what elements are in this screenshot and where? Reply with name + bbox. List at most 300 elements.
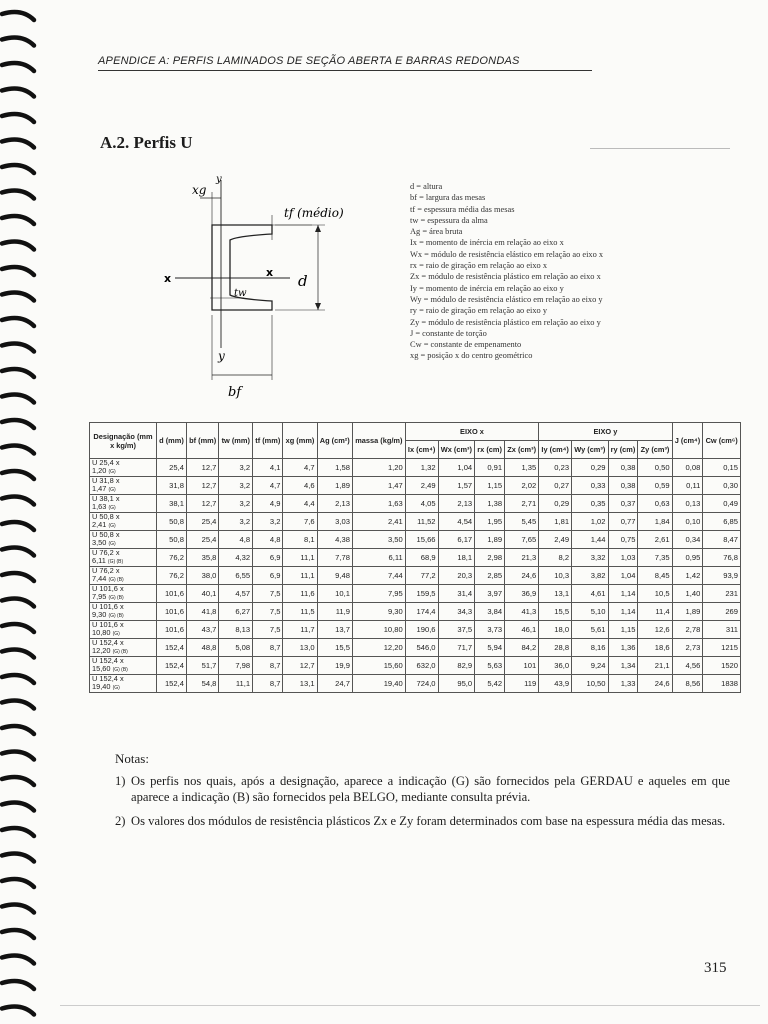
col-iy: Iy (cm⁴)	[539, 441, 572, 459]
spiral-loop	[2, 293, 34, 301]
designation-mass: 10,80 (G)	[92, 628, 120, 637]
y-top-label: y	[216, 174, 222, 185]
table-row	[90, 675, 741, 693]
col-zx: Zx (cm³)	[505, 441, 539, 459]
spiral-loop	[2, 981, 34, 989]
spiral-loop	[2, 701, 34, 709]
spiral-loop	[2, 165, 34, 173]
value-cell: 0,95	[672, 549, 703, 567]
value-cell: 24,6	[505, 567, 539, 585]
col-zy: Zy (cm³)	[638, 441, 672, 459]
value-cell: 15,60	[352, 657, 405, 675]
value-cell: 11,1	[283, 567, 317, 585]
value-cell: 724,0	[405, 675, 438, 693]
value-cell: 76,2	[157, 567, 187, 585]
value-cell: 3,32	[572, 549, 608, 567]
spiral-loop	[2, 63, 34, 71]
value-cell: 15,66	[405, 531, 438, 549]
value-cell: 3,2	[219, 477, 253, 495]
designation-cell	[90, 585, 157, 603]
note-number: 2)	[115, 814, 126, 828]
supplier-tag: (G) (B)	[108, 577, 124, 583]
value-cell: 50,8	[157, 513, 187, 531]
value-cell: 101,6	[157, 585, 187, 603]
value-cell: 51,7	[186, 657, 218, 675]
value-cell: 7,5	[253, 621, 283, 639]
value-cell: 25,4	[157, 459, 187, 477]
legend-item: tw = espessura da alma	[410, 215, 488, 225]
supplier-tag: (G)	[108, 469, 116, 475]
value-cell: 8,56	[672, 675, 703, 693]
table-row	[90, 513, 741, 531]
notes-title: Notas:	[115, 751, 149, 766]
spiral-loop	[2, 726, 34, 734]
value-cell: 19,40	[352, 675, 405, 693]
value-cell: 4,57	[219, 585, 253, 603]
spiral-loop	[2, 599, 34, 607]
value-cell: 77,2	[405, 567, 438, 585]
value-cell: 13,7	[317, 621, 352, 639]
value-cell: 71,7	[438, 639, 475, 657]
supplier-tag: (G) (B)	[107, 559, 124, 565]
legend-item: tf = espessura média das mesas	[410, 204, 515, 214]
value-cell: 21,3	[505, 549, 539, 567]
value-cell: 40,1	[186, 585, 218, 603]
designation-line: U 76,2 x	[92, 548, 120, 557]
col-xg: xg (mm)	[283, 423, 317, 459]
value-cell: 1,36	[608, 639, 638, 657]
xg-label: xg	[192, 183, 207, 197]
spiral-loop	[2, 650, 34, 658]
table-row	[90, 531, 741, 549]
legend-item: Wx = módulo de resistência elástico em relação ao eixo x	[410, 249, 604, 259]
value-cell: 2,41	[352, 513, 405, 531]
designation-line: U 101,6 x	[92, 620, 124, 629]
value-cell: 10,3	[539, 567, 572, 585]
col-tf: tf (mm)	[253, 423, 283, 459]
value-cell: 269	[703, 603, 741, 621]
value-cell: 0,29	[572, 459, 608, 477]
designation-cell	[90, 477, 157, 495]
designation-line: U 76,2 x	[92, 566, 120, 575]
table-row	[90, 657, 741, 675]
value-cell: 1,47	[352, 477, 405, 495]
designation-line: U 101,6 x	[92, 602, 124, 611]
value-cell: 1,32	[405, 459, 438, 477]
value-cell: 1838	[703, 675, 741, 693]
designation-line: U 101,6 x	[92, 584, 124, 593]
supplier-tag: (G)	[108, 523, 116, 529]
value-cell: 7,65	[505, 531, 539, 549]
value-cell: 82,9	[438, 657, 475, 675]
value-cell: 1,15	[475, 477, 505, 495]
value-cell: 1,03	[608, 549, 638, 567]
value-cell: 4,56	[672, 657, 703, 675]
tw-label: tw	[234, 288, 247, 299]
value-cell: 1,89	[317, 477, 352, 495]
spiral-loop	[2, 956, 34, 964]
value-cell: 28,8	[539, 639, 572, 657]
note-2	[115, 813, 730, 829]
value-cell: 311	[703, 621, 741, 639]
spiral-loop	[2, 675, 34, 683]
value-cell: 6,17	[438, 531, 475, 549]
designation-line: U 25,4 x	[92, 458, 120, 467]
value-cell: 8,16	[572, 639, 608, 657]
value-cell: 2,98	[475, 549, 505, 567]
designation-cell	[90, 531, 157, 549]
value-cell: 4,05	[405, 495, 438, 513]
col-j: J (cm⁴)	[672, 423, 703, 459]
value-cell: 5,45	[505, 513, 539, 531]
value-cell: 1,33	[608, 675, 638, 693]
value-cell: 25,4	[186, 513, 218, 531]
spiral-loop	[2, 854, 34, 862]
designation-line: U 50,8 x	[92, 530, 120, 539]
value-cell: 2,13	[317, 495, 352, 513]
supplier-tag: (G) (B)	[112, 649, 128, 655]
x-right-label: x	[266, 266, 274, 279]
designation-cell	[90, 621, 157, 639]
value-cell: 12,7	[186, 495, 218, 513]
col-cw: Cw (cm⁶)	[703, 423, 741, 459]
value-cell: 9,24	[572, 657, 608, 675]
value-cell: 4,38	[317, 531, 352, 549]
spiral-loop	[2, 140, 34, 148]
profiles-table	[89, 422, 741, 693]
value-cell: 38,1	[157, 495, 187, 513]
value-cell: 1,57	[438, 477, 475, 495]
value-cell: 0,91	[475, 459, 505, 477]
legend-item: Iy = momento de inércia em relação ao eixo y	[410, 283, 564, 293]
value-cell: 10,50	[572, 675, 608, 693]
value-cell: 6,9	[253, 549, 283, 567]
value-cell: 0,33	[572, 477, 608, 495]
value-cell: 1215	[703, 639, 741, 657]
value-cell: 5,94	[475, 639, 505, 657]
table-body	[90, 459, 741, 693]
value-cell: 1,14	[608, 603, 638, 621]
spiral-loop	[2, 573, 34, 581]
value-cell: 3,50	[352, 531, 405, 549]
spiral-loop	[2, 318, 34, 326]
value-cell: 0,63	[638, 495, 672, 513]
value-cell: 3,97	[475, 585, 505, 603]
value-cell: 37,5	[438, 621, 475, 639]
value-cell: 4,8	[219, 531, 253, 549]
value-cell: 101,6	[157, 603, 187, 621]
designation-mass: 9,30 (G) (B)	[92, 610, 124, 619]
value-cell: 2,13	[438, 495, 475, 513]
value-cell: 1,58	[317, 459, 352, 477]
value-cell: 8,1	[283, 531, 317, 549]
spiral-loop	[2, 905, 34, 913]
spiral-loop	[2, 446, 34, 454]
value-cell: 7,35	[638, 549, 672, 567]
spiral-loop	[2, 242, 34, 250]
spiral-loop	[2, 191, 34, 199]
value-cell: 0,29	[539, 495, 572, 513]
designation-cell	[90, 639, 157, 657]
value-cell: 20,3	[438, 567, 475, 585]
value-cell: 8,47	[703, 531, 741, 549]
value-cell: 0,13	[672, 495, 703, 513]
value-cell: 6,11	[352, 549, 405, 567]
supplier-tag: (G) (B)	[108, 595, 124, 601]
value-cell: 3,2	[219, 459, 253, 477]
designation-mass: 15,60 (G) (B)	[92, 664, 128, 673]
col-ix: Ix (cm⁴)	[405, 441, 438, 459]
designation-cell	[90, 459, 157, 477]
value-cell: 18,6	[638, 639, 672, 657]
value-cell: 2,49	[539, 531, 572, 549]
value-cell: 152,4	[157, 657, 187, 675]
value-cell: 6,9	[253, 567, 283, 585]
designation-line: U 152,4 x	[92, 656, 124, 665]
value-cell: 8,2	[539, 549, 572, 567]
value-cell: 4,9	[253, 495, 283, 513]
value-cell: 24,7	[317, 675, 352, 693]
running-header: APENDICE A: PERFIS LAMINADOS DE SEÇÃO ABERTA E BARRAS REDONDAS	[98, 55, 520, 67]
value-cell: 8,7	[253, 657, 283, 675]
designation-cell	[90, 603, 157, 621]
value-cell: 95,0	[438, 675, 475, 693]
value-cell: 19,9	[317, 657, 352, 675]
designation-line: U 38,1 x	[92, 494, 120, 503]
value-cell: 1,63	[352, 495, 405, 513]
value-cell: 0,15	[703, 459, 741, 477]
value-cell: 13,1	[539, 585, 572, 603]
spiral-loop	[2, 624, 34, 632]
value-cell: 11,5	[283, 603, 317, 621]
value-cell: 174,4	[405, 603, 438, 621]
value-cell: 3,84	[475, 603, 505, 621]
value-cell: 4,7	[283, 459, 317, 477]
legend-item: Ag = área bruta	[410, 227, 463, 237]
legend-item: d = altura	[410, 182, 443, 191]
designation-mass: 7,95 (G) (B)	[92, 592, 124, 601]
value-cell: 0,08	[672, 459, 703, 477]
page-bottom-edge	[60, 1005, 760, 1006]
value-cell: 4,8	[253, 531, 283, 549]
value-cell: 2,02	[505, 477, 539, 495]
value-cell: 7,6	[283, 513, 317, 531]
value-cell: 1,42	[672, 567, 703, 585]
designation-mass: 1,20 (G)	[92, 466, 116, 475]
spiral-loop	[2, 12, 34, 20]
spiral-loop	[2, 803, 34, 811]
value-cell: 0,27	[539, 477, 572, 495]
supplier-tag: (G) (B)	[112, 667, 128, 673]
spiral-loop	[2, 38, 34, 46]
value-cell: 46,1	[505, 621, 539, 639]
page-number: 315	[704, 960, 727, 976]
col-rx: rx (cm)	[475, 441, 505, 459]
col-designacao: Designação (mm x kg/m)	[90, 423, 157, 459]
value-cell: 4,4	[283, 495, 317, 513]
designation-mass: 1,47 (G)	[92, 484, 116, 493]
spiral-loop	[2, 89, 34, 97]
value-cell: 3,2	[253, 513, 283, 531]
value-cell: 38,0	[186, 567, 218, 585]
legend-item: rx = raio de giração em relação ao eixo x	[410, 261, 548, 271]
spiral-loop	[2, 216, 34, 224]
value-cell: 101	[505, 657, 539, 675]
designation-mass: 3,50 (G)	[92, 538, 116, 547]
value-cell: 6,27	[219, 603, 253, 621]
spiral-loop	[2, 369, 34, 377]
value-cell: 13,1	[283, 675, 317, 693]
value-cell: 15,5	[317, 639, 352, 657]
value-cell: 0,59	[638, 477, 672, 495]
col-tw: tw (mm)	[219, 423, 253, 459]
value-cell: 2,61	[638, 531, 672, 549]
value-cell: 31,8	[157, 477, 187, 495]
value-cell: 2,71	[505, 495, 539, 513]
value-cell: 48,8	[186, 639, 218, 657]
supplier-tag: (G)	[108, 505, 116, 511]
value-cell: 7,5	[253, 603, 283, 621]
value-cell: 12,7	[186, 459, 218, 477]
value-cell: 2,73	[672, 639, 703, 657]
spiral-loop	[2, 1007, 34, 1015]
spiral-loop	[2, 930, 34, 938]
value-cell: 11,52	[405, 513, 438, 531]
value-cell: 10,5	[638, 585, 672, 603]
value-cell: 41,8	[186, 603, 218, 621]
legend-item: ry = raio de giração em relação ao eixo y	[410, 306, 548, 316]
designation-cell	[90, 657, 157, 675]
value-cell: 8,7	[253, 639, 283, 657]
value-cell: 1,20	[352, 459, 405, 477]
channel-profile-diagram	[140, 170, 360, 405]
value-cell: 7,95	[352, 585, 405, 603]
value-cell: 231	[703, 585, 741, 603]
table-row	[90, 495, 741, 513]
spiral-binding	[0, 0, 44, 1024]
value-cell: 76,2	[157, 549, 187, 567]
value-cell: 5,10	[572, 603, 608, 621]
value-cell: 9,30	[352, 603, 405, 621]
value-cell: 18,0	[539, 621, 572, 639]
value-cell: 0,50	[638, 459, 672, 477]
value-cell: 5,61	[572, 621, 608, 639]
spiral-loop	[2, 114, 34, 122]
value-cell: 1,04	[608, 567, 638, 585]
value-cell: 1,95	[475, 513, 505, 531]
value-cell: 10,80	[352, 621, 405, 639]
value-cell: 1,38	[475, 495, 505, 513]
value-cell: 6,85	[703, 513, 741, 531]
value-cell: 546,0	[405, 639, 438, 657]
spiral-loop	[2, 395, 34, 403]
value-cell: 1,04	[438, 459, 475, 477]
supplier-tag: (G)	[108, 541, 116, 547]
value-cell: 1,44	[572, 531, 608, 549]
value-cell: 4,61	[572, 585, 608, 603]
value-cell: 35,8	[186, 549, 218, 567]
col-wy: Wy (cm³)	[572, 441, 608, 459]
value-cell: 8,7	[253, 675, 283, 693]
note-text: Os valores dos módulos de resistência plásticos Zx e Zy foram determinados com base na espessura média das mesas.	[131, 814, 726, 828]
designation-mass: 1,63 (G)	[92, 502, 116, 511]
value-cell: 4,7	[253, 477, 283, 495]
value-cell: 1,35	[505, 459, 539, 477]
value-cell: 76,8	[703, 549, 741, 567]
value-cell: 12,7	[283, 657, 317, 675]
value-cell: 1,81	[539, 513, 572, 531]
col-wx: Wx (cm³)	[438, 441, 475, 459]
value-cell: 0,35	[572, 495, 608, 513]
value-cell: 2,78	[672, 621, 703, 639]
tf-label: tf (médio)	[284, 206, 344, 220]
supplier-tag: (G)	[112, 631, 120, 637]
spiral-loop	[2, 497, 34, 505]
designation-line: U 50,8 x	[92, 512, 120, 521]
table-row	[90, 459, 741, 477]
value-cell: 1,84	[638, 513, 672, 531]
designation-mass: 6,11 (G) (B)	[92, 556, 124, 565]
table-row	[90, 567, 741, 585]
value-cell: 7,5	[253, 585, 283, 603]
table-row	[90, 603, 741, 621]
value-cell: 632,0	[405, 657, 438, 675]
value-cell: 11,4	[638, 603, 672, 621]
supplier-tag: (G) (B)	[108, 613, 124, 619]
value-cell: 9,48	[317, 567, 352, 585]
group-eixo-y: EIXO y	[539, 423, 672, 441]
value-cell: 190,6	[405, 621, 438, 639]
value-cell: 1520	[703, 657, 741, 675]
value-cell: 41,3	[505, 603, 539, 621]
table-row	[90, 549, 741, 567]
value-cell: 152,4	[157, 639, 187, 657]
header-rule	[98, 70, 592, 71]
value-cell: 12,7	[186, 477, 218, 495]
value-cell: 4,1	[253, 459, 283, 477]
value-cell: 0,37	[608, 495, 638, 513]
value-cell: 0,38	[608, 459, 638, 477]
value-cell: 68,9	[405, 549, 438, 567]
value-cell: 1,89	[672, 603, 703, 621]
value-cell: 54,8	[186, 675, 218, 693]
value-cell: 25,4	[186, 531, 218, 549]
value-cell: 50,8	[157, 531, 187, 549]
value-cell: 5,63	[475, 657, 505, 675]
value-cell: 101,6	[157, 621, 187, 639]
value-cell: 1,15	[608, 621, 638, 639]
designation-cell	[90, 513, 157, 531]
value-cell: 5,42	[475, 675, 505, 693]
legend-item: Cw = constante de empenamento	[410, 340, 522, 350]
bf-label: bf	[228, 385, 242, 400]
designation-mass: 7,44 (G) (B)	[92, 574, 124, 583]
value-cell: 0,10	[672, 513, 703, 531]
note-number: 1)	[115, 774, 126, 788]
spiral-loop	[2, 344, 34, 352]
value-cell: 4,6	[283, 477, 317, 495]
x-left-label: x	[164, 272, 172, 285]
value-cell: 7,78	[317, 549, 352, 567]
value-cell: 0,49	[703, 495, 741, 513]
designation-cell	[90, 567, 157, 585]
value-cell: 24,6	[638, 675, 672, 693]
value-cell: 93,9	[703, 567, 741, 585]
d-label: d	[298, 272, 308, 290]
value-cell: 15,5	[539, 603, 572, 621]
legend-item: Ix = momento de inércia em relação ao eixo x	[410, 238, 564, 248]
value-cell: 36,0	[539, 657, 572, 675]
